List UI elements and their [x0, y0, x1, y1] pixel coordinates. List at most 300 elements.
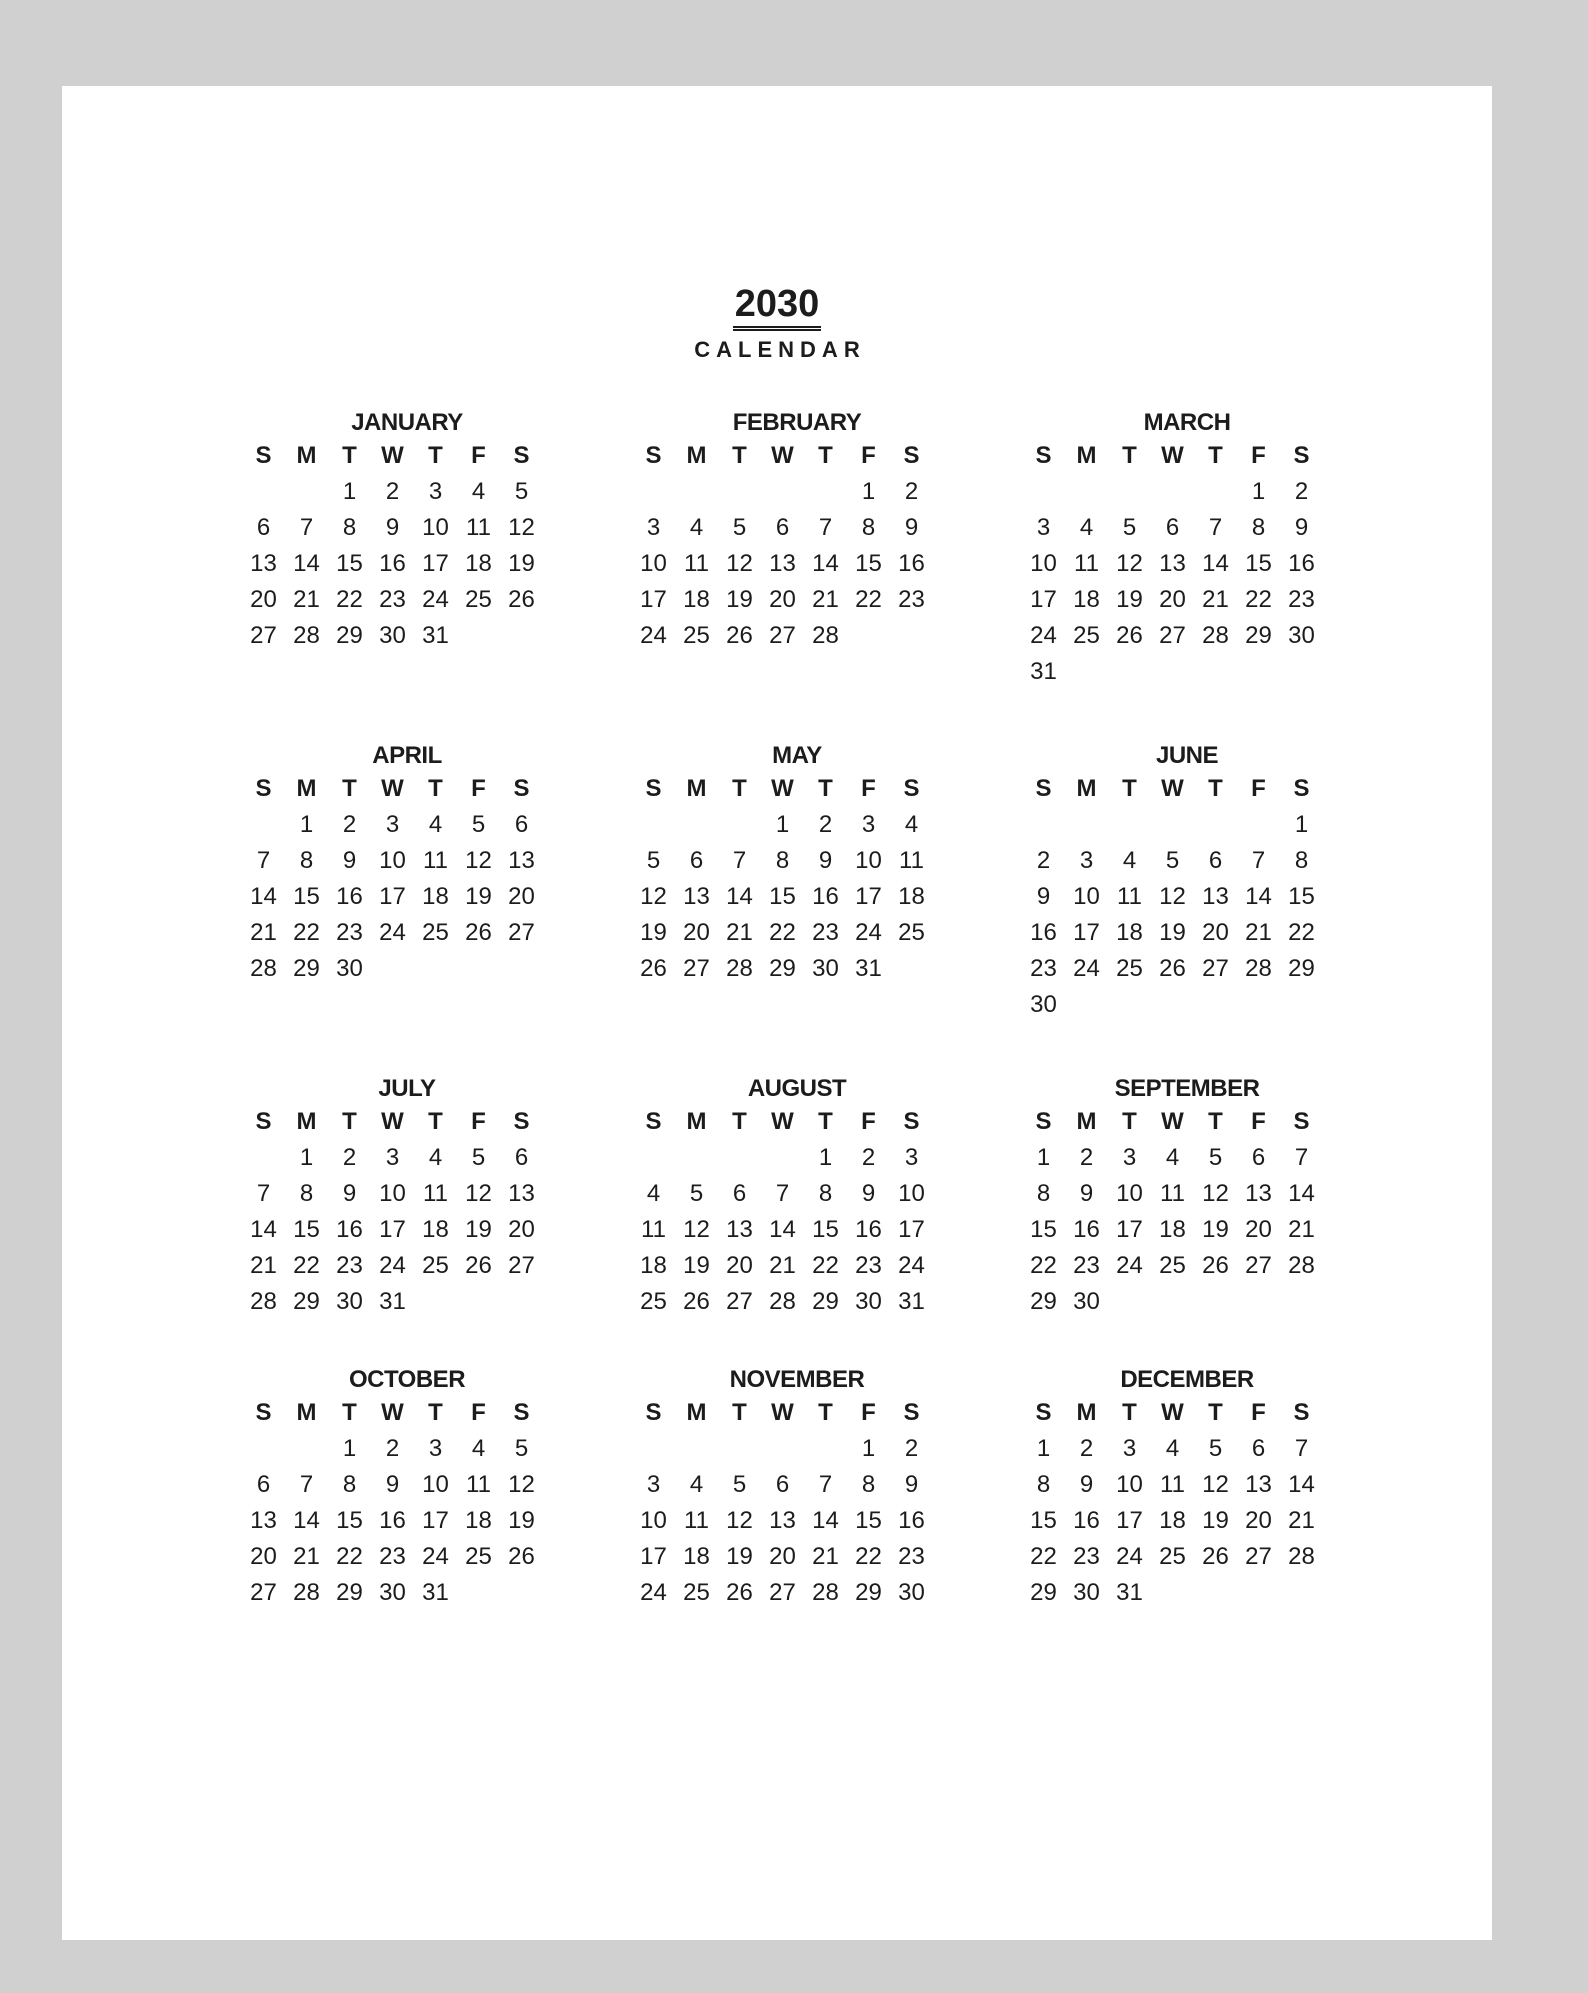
- day-cell: 26: [508, 1543, 535, 1570]
- day-cell: 28: [293, 1579, 320, 1606]
- day-cell: 12: [508, 1471, 535, 1498]
- day-cell: 27: [726, 1288, 753, 1315]
- weekday-label: S: [645, 775, 662, 802]
- day-cell: 19: [1159, 919, 1186, 946]
- weekday-label: M: [1076, 1399, 1097, 1426]
- month-name: JUNE: [1155, 742, 1219, 769]
- weekday-label: F: [1251, 442, 1266, 469]
- day-cell: 16: [898, 1507, 925, 1534]
- weekday-header: [242, 1395, 572, 1431]
- empty-day-cell: [371, 951, 414, 987]
- month-name: APRIL: [372, 742, 442, 769]
- empty-day-cell: [1194, 987, 1237, 1023]
- day-cell: 26: [726, 1579, 753, 1606]
- day-cell: 21: [1202, 586, 1229, 613]
- day-cell: 20: [508, 1216, 535, 1243]
- day-cell: 29: [336, 622, 363, 649]
- day-cell: 21: [1245, 919, 1272, 946]
- weekday-label: T: [428, 442, 443, 469]
- day-cell: 8: [1036, 1471, 1051, 1498]
- day-cell: 13: [769, 1507, 796, 1534]
- weekday-header: [632, 438, 962, 474]
- weekday-label: S: [513, 1399, 530, 1426]
- day-cell: 25: [1116, 955, 1143, 982]
- month-july: [242, 1074, 572, 1320]
- week-row: [632, 1212, 962, 1248]
- day-cell: 9: [385, 514, 400, 541]
- week-row: [632, 1575, 962, 1611]
- day-cell: 9: [904, 1471, 919, 1498]
- day-cell: 15: [855, 550, 882, 577]
- empty-day-cell: [718, 474, 761, 510]
- empty-day-cell: [1237, 987, 1280, 1023]
- day-cell: 28: [250, 1288, 277, 1315]
- day-cell: 6: [256, 514, 271, 541]
- day-cell: 10: [379, 1180, 406, 1207]
- day-cell: 4: [689, 514, 704, 541]
- day-cell: 18: [1159, 1216, 1186, 1243]
- empty-day-cell: [1280, 1284, 1323, 1320]
- empty-day-cell: [242, 474, 285, 510]
- week-row: [632, 582, 962, 618]
- day-cell: 20: [1202, 919, 1229, 946]
- day-cell: 30: [1073, 1579, 1100, 1606]
- day-cell: 7: [299, 514, 314, 541]
- day-cell: 17: [1030, 586, 1057, 613]
- day-cell: 31: [379, 1288, 406, 1315]
- empty-day-cell: [1280, 654, 1323, 690]
- weekday-label: S: [903, 1399, 920, 1426]
- day-cell: 7: [256, 847, 271, 874]
- day-cell: 16: [1073, 1216, 1100, 1243]
- week-row: [1022, 1431, 1352, 1467]
- day-cell: 23: [336, 1252, 363, 1279]
- day-cell: 23: [379, 586, 406, 613]
- day-cell: 28: [812, 1579, 839, 1606]
- day-cell: 30: [1030, 991, 1057, 1018]
- day-cell: 12: [1202, 1471, 1229, 1498]
- weekday-header: [1022, 438, 1352, 474]
- weekday-label: T: [818, 442, 833, 469]
- day-cell: 17: [855, 883, 882, 910]
- day-cell: 12: [465, 847, 492, 874]
- day-cell: 15: [855, 1507, 882, 1534]
- month-march: [1022, 408, 1352, 690]
- day-cell: 16: [898, 550, 925, 577]
- day-cell: 24: [640, 1579, 667, 1606]
- day-cell: 14: [769, 1216, 796, 1243]
- day-cell: 3: [904, 1144, 919, 1171]
- month-name: SEPTEMBER: [1114, 1075, 1260, 1102]
- day-cell: 20: [1245, 1507, 1272, 1534]
- weekday-header: [632, 1395, 962, 1431]
- day-cell: 23: [898, 586, 925, 613]
- day-cell: 3: [428, 1435, 443, 1462]
- day-cell: 18: [683, 1543, 710, 1570]
- day-cell: 18: [640, 1252, 667, 1279]
- day-cell: 1: [1036, 1144, 1051, 1171]
- day-cell: 13: [1159, 550, 1186, 577]
- day-cell: 26: [1159, 955, 1186, 982]
- month-name: JANUARY: [351, 409, 463, 436]
- weekday-header: [1022, 1395, 1352, 1431]
- day-cell: 25: [898, 919, 925, 946]
- week-row: [242, 879, 572, 915]
- empty-day-cell: [1108, 1284, 1151, 1320]
- empty-day-cell: [285, 1431, 328, 1467]
- week-row: [242, 546, 572, 582]
- day-cell: 2: [1079, 1144, 1094, 1171]
- day-cell: 25: [640, 1288, 667, 1315]
- day-cell: 21: [812, 586, 839, 613]
- empty-day-cell: [1151, 654, 1194, 690]
- day-cell: 29: [293, 955, 320, 982]
- day-cell: 29: [855, 1579, 882, 1606]
- day-cell: 17: [1116, 1507, 1143, 1534]
- day-cell: 21: [293, 1543, 320, 1570]
- week-row: [632, 1539, 962, 1575]
- day-cell: 30: [379, 1579, 406, 1606]
- weekday-label: T: [732, 442, 747, 469]
- months-grid: [242, 408, 1382, 1611]
- month-name: NOVEMBER: [729, 1366, 865, 1393]
- day-cell: 6: [689, 847, 704, 874]
- day-cell: 15: [336, 1507, 363, 1534]
- weekday-label: S: [255, 1108, 272, 1135]
- weekday-label: M: [1076, 442, 1097, 469]
- day-cell: 30: [336, 1288, 363, 1315]
- day-cell: 1: [1251, 478, 1266, 505]
- day-cell: 6: [775, 514, 790, 541]
- day-cell: 19: [1202, 1216, 1229, 1243]
- week-row: [1022, 546, 1352, 582]
- day-cell: 15: [1030, 1507, 1057, 1534]
- day-cell: 2: [385, 1435, 400, 1462]
- day-cell: 25: [1159, 1543, 1186, 1570]
- empty-day-cell: [1151, 807, 1194, 843]
- empty-day-cell: [1237, 1575, 1280, 1611]
- week-row: [632, 510, 962, 546]
- week-row: [1022, 1503, 1352, 1539]
- weekday-label: S: [645, 1108, 662, 1135]
- day-cell: 24: [898, 1252, 925, 1279]
- weekday-label: F: [1251, 1108, 1266, 1135]
- weekday-label: T: [818, 1108, 833, 1135]
- day-cell: 8: [342, 1471, 357, 1498]
- day-cell: 26: [1116, 622, 1143, 649]
- day-cell: 29: [1030, 1579, 1057, 1606]
- day-cell: 22: [293, 919, 320, 946]
- week-row: [1022, 1248, 1352, 1284]
- day-cell: 5: [1122, 514, 1137, 541]
- day-cell: 20: [683, 919, 710, 946]
- week-row: [242, 1431, 572, 1467]
- day-cell: 19: [640, 919, 667, 946]
- day-cell: 27: [769, 622, 796, 649]
- empty-day-cell: [1108, 474, 1151, 510]
- empty-day-cell: [500, 618, 543, 654]
- empty-day-cell: [457, 618, 500, 654]
- day-cell: 27: [769, 1579, 796, 1606]
- empty-day-cell: [1065, 807, 1108, 843]
- day-cell: 5: [514, 478, 529, 505]
- day-cell: 23: [898, 1543, 925, 1570]
- day-cell: 28: [1245, 955, 1272, 982]
- day-cell: 9: [818, 847, 833, 874]
- day-cell: 10: [379, 847, 406, 874]
- weekday-header: [242, 1104, 572, 1140]
- day-cell: 22: [1030, 1543, 1057, 1570]
- week-row: [242, 1539, 572, 1575]
- day-cell: 29: [293, 1288, 320, 1315]
- day-cell: 25: [422, 919, 449, 946]
- day-cell: 1: [861, 1435, 876, 1462]
- day-cell: 22: [336, 586, 363, 613]
- week-row: [1022, 1176, 1352, 1212]
- month-february: [632, 408, 962, 690]
- day-cell: 25: [465, 1543, 492, 1570]
- day-cell: 14: [293, 550, 320, 577]
- day-cell: 2: [904, 478, 919, 505]
- day-cell: 26: [1202, 1252, 1229, 1279]
- day-cell: 27: [508, 919, 535, 946]
- day-cell: 8: [775, 847, 790, 874]
- day-cell: 17: [1073, 919, 1100, 946]
- empty-day-cell: [500, 1284, 543, 1320]
- week-row: [1022, 510, 1352, 546]
- month-january: [242, 408, 572, 690]
- day-cell: 1: [299, 1144, 314, 1171]
- day-cell: 22: [769, 919, 796, 946]
- day-cell: 4: [1165, 1144, 1180, 1171]
- day-cell: 17: [640, 1543, 667, 1570]
- weekday-label: W: [381, 775, 404, 802]
- month-august: [632, 1074, 962, 1320]
- empty-day-cell: [761, 1140, 804, 1176]
- day-cell: 13: [1202, 883, 1229, 910]
- day-cell: 16: [379, 1507, 406, 1534]
- empty-day-cell: [718, 807, 761, 843]
- day-cell: 14: [250, 1216, 277, 1243]
- weekday-label: T: [428, 1108, 443, 1135]
- weekday-label: T: [1208, 1108, 1223, 1135]
- day-cell: 8: [1251, 514, 1266, 541]
- day-cell: 21: [1288, 1216, 1315, 1243]
- day-cell: 16: [1030, 919, 1057, 946]
- day-cell: 1: [1036, 1435, 1051, 1462]
- day-cell: 30: [898, 1579, 925, 1606]
- day-cell: 7: [1294, 1435, 1309, 1462]
- day-cell: 21: [250, 919, 277, 946]
- day-cell: 14: [1202, 550, 1229, 577]
- day-cell: 7: [732, 847, 747, 874]
- empty-day-cell: [500, 1575, 543, 1611]
- month-may: [632, 741, 962, 1023]
- day-cell: 16: [336, 883, 363, 910]
- day-cell: 11: [641, 1216, 666, 1243]
- month-june: [1022, 741, 1352, 1023]
- empty-day-cell: [1194, 807, 1237, 843]
- day-cell: 1: [818, 1144, 833, 1171]
- day-cell: 18: [683, 586, 710, 613]
- day-cell: 24: [1116, 1543, 1143, 1570]
- day-cell: 27: [1245, 1252, 1272, 1279]
- day-cell: 4: [471, 1435, 486, 1462]
- day-cell: 20: [250, 586, 277, 613]
- day-cell: 30: [379, 622, 406, 649]
- empty-day-cell: [632, 474, 675, 510]
- week-row: [242, 1284, 572, 1320]
- weekday-label: M: [686, 442, 707, 469]
- weekday-label: S: [255, 775, 272, 802]
- weekday-label: S: [903, 775, 920, 802]
- day-cell: 22: [1030, 1252, 1057, 1279]
- weekday-label: W: [381, 442, 404, 469]
- empty-day-cell: [890, 618, 933, 654]
- week-row: [632, 843, 962, 879]
- weekday-label: M: [296, 775, 317, 802]
- empty-day-cell: [500, 951, 543, 987]
- empty-day-cell: [1280, 1575, 1323, 1611]
- empty-day-cell: [285, 474, 328, 510]
- day-cell: 21: [293, 586, 320, 613]
- day-cell: 16: [1073, 1507, 1100, 1534]
- empty-day-cell: [1065, 987, 1108, 1023]
- day-cell: 23: [1288, 586, 1315, 613]
- day-cell: 24: [1116, 1252, 1143, 1279]
- day-cell: 19: [508, 1507, 535, 1534]
- day-cell: 17: [379, 1216, 406, 1243]
- weekday-label: F: [471, 1399, 486, 1426]
- day-cell: 29: [769, 955, 796, 982]
- day-cell: 23: [1073, 1252, 1100, 1279]
- day-cell: 16: [855, 1216, 882, 1243]
- day-cell: 27: [250, 622, 277, 649]
- week-row: [1022, 618, 1352, 654]
- week-row: [632, 951, 962, 987]
- weekday-header: [242, 771, 572, 807]
- weekday-label: M: [686, 775, 707, 802]
- day-cell: 15: [1030, 1216, 1057, 1243]
- day-cell: 30: [1288, 622, 1315, 649]
- day-cell: 16: [336, 1216, 363, 1243]
- empty-day-cell: [761, 474, 804, 510]
- week-row: [1022, 1284, 1352, 1320]
- day-cell: 2: [385, 478, 400, 505]
- weekday-label: M: [296, 442, 317, 469]
- day-cell: 23: [855, 1252, 882, 1279]
- week-row: [1022, 1467, 1352, 1503]
- day-cell: 22: [812, 1252, 839, 1279]
- empty-day-cell: [242, 1431, 285, 1467]
- empty-day-cell: [1151, 1575, 1194, 1611]
- day-cell: 8: [861, 1471, 876, 1498]
- day-cell: 4: [428, 1144, 443, 1171]
- month-name: FEBRUARY: [732, 409, 862, 436]
- day-cell: 19: [1116, 586, 1143, 613]
- day-cell: 14: [1245, 883, 1272, 910]
- day-cell: 7: [1251, 847, 1266, 874]
- day-cell: 15: [1245, 550, 1272, 577]
- day-cell: 16: [812, 883, 839, 910]
- day-cell: 17: [640, 586, 667, 613]
- weekday-label: F: [861, 1108, 876, 1135]
- empty-day-cell: [457, 951, 500, 987]
- week-row: [242, 951, 572, 987]
- empty-day-cell: [1237, 1284, 1280, 1320]
- day-cell: 29: [812, 1288, 839, 1315]
- empty-day-cell: [1151, 1284, 1194, 1320]
- day-cell: 14: [812, 550, 839, 577]
- day-cell: 9: [1079, 1180, 1094, 1207]
- day-cell: 15: [293, 1216, 320, 1243]
- day-cell: 28: [769, 1288, 796, 1315]
- day-cell: 4: [904, 811, 919, 838]
- day-cell: 10: [640, 1507, 667, 1534]
- day-cell: 27: [1159, 622, 1186, 649]
- day-cell: 3: [385, 1144, 400, 1171]
- day-cell: 8: [818, 1180, 833, 1207]
- day-cell: 28: [726, 955, 753, 982]
- week-row: [242, 582, 572, 618]
- day-cell: 28: [250, 955, 277, 982]
- day-cell: 8: [299, 1180, 314, 1207]
- empty-day-cell: [847, 618, 890, 654]
- empty-day-cell: [761, 1431, 804, 1467]
- day-cell: 31: [422, 622, 449, 649]
- day-cell: 19: [726, 586, 753, 613]
- empty-day-cell: [1280, 987, 1323, 1023]
- empty-day-cell: [632, 807, 675, 843]
- empty-day-cell: [1065, 654, 1108, 690]
- weekday-label: W: [381, 1399, 404, 1426]
- day-cell: 29: [336, 1579, 363, 1606]
- week-row: [242, 510, 572, 546]
- weekday-label: F: [861, 442, 876, 469]
- weekday-label: M: [686, 1399, 707, 1426]
- weekday-label: S: [1035, 775, 1052, 802]
- weekday-label: M: [1076, 1108, 1097, 1135]
- day-cell: 22: [336, 1543, 363, 1570]
- weekday-label: S: [1293, 1108, 1310, 1135]
- day-cell: 6: [1165, 514, 1180, 541]
- weekday-label: T: [342, 775, 357, 802]
- day-cell: 31: [898, 1288, 925, 1315]
- day-cell: 20: [1245, 1216, 1272, 1243]
- weekday-header: [1022, 771, 1352, 807]
- empty-day-cell: [632, 1140, 675, 1176]
- day-cell: 27: [508, 1252, 535, 1279]
- empty-day-cell: [718, 1140, 761, 1176]
- day-cell: 19: [508, 550, 535, 577]
- day-cell: 19: [465, 1216, 492, 1243]
- day-cell: 6: [514, 1144, 529, 1171]
- day-cell: 13: [1245, 1471, 1272, 1498]
- empty-day-cell: [242, 1140, 285, 1176]
- month-name: OCTOBER: [348, 1366, 466, 1393]
- day-cell: 4: [471, 478, 486, 505]
- day-cell: 5: [689, 1180, 704, 1207]
- day-cell: 21: [1288, 1507, 1315, 1534]
- weekday-label: W: [771, 1108, 794, 1135]
- day-cell: 27: [250, 1579, 277, 1606]
- day-cell: 31: [855, 955, 882, 982]
- day-cell: 7: [256, 1180, 271, 1207]
- day-cell: 18: [465, 550, 492, 577]
- weekday-label: T: [818, 1399, 833, 1426]
- weekday-label: W: [771, 442, 794, 469]
- weekday-label: S: [1293, 1399, 1310, 1426]
